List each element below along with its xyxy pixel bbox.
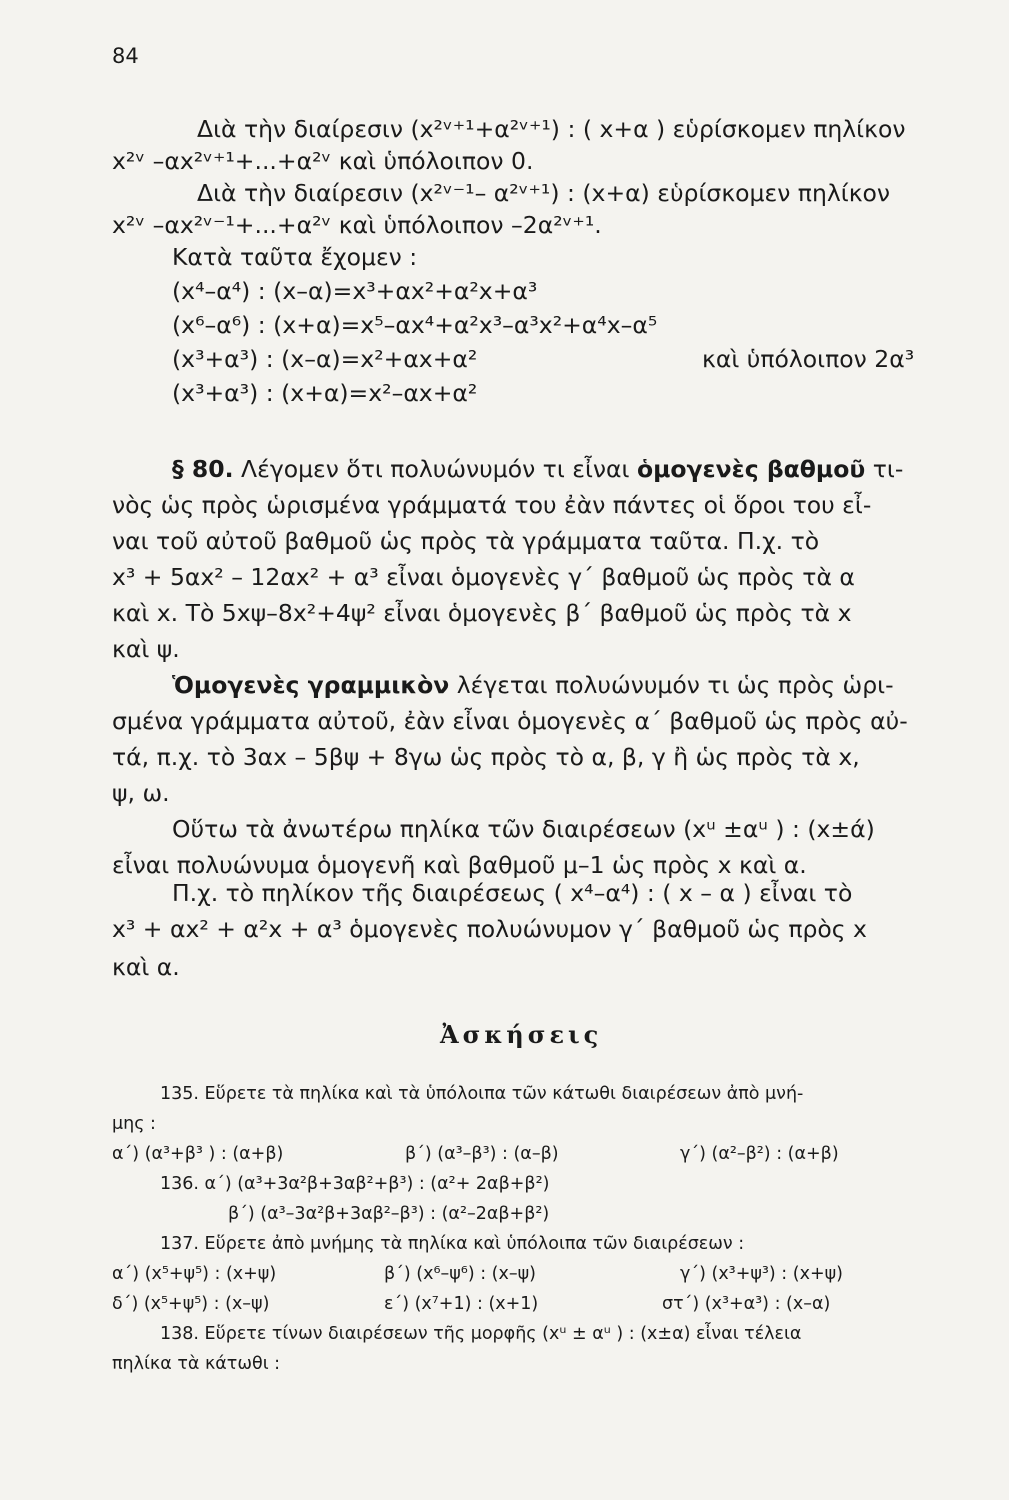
text-line: x²ᵛ –αx²ᵛ⁺¹+...+α²ᵛ καὶ ὑπόλοιπον 0. — [112, 147, 534, 175]
text-line: καὶ ψ. — [112, 635, 180, 663]
text-line: ναι τοῦ αὐτοῦ βαθμοῦ ὡς πρὸς τὰ γράμματα ταῦτα. Π.χ. τὸ — [112, 527, 820, 555]
exercise-item: δ΄) (x⁵+ψ⁵) : (x–ψ) — [112, 1294, 270, 1314]
exercise-item: ε΄) (x⁷+1) : (x+1) — [384, 1294, 539, 1314]
exercise-item: α΄) (x⁵+ψ⁵) : (x+ψ) — [112, 1264, 277, 1284]
exercise-135: 135. Εὕρετε τὰ πηλίκα καὶ τὰ ὑπόλοιπα τῶν κάτωθι διαιρέσεων ἀπὸ μνή- — [160, 1084, 804, 1104]
exercise-item: β΄) (α³–β³) : (α–β) — [405, 1144, 559, 1164]
text-line: πηλίκα τὰ κάτωθι : — [112, 1354, 281, 1374]
bold-term: Ὁμογενὲς γραμμικὸν — [172, 671, 450, 699]
definition-line: Ὁμογενὲς γραμμικὸν λέγεται πολυώνυμόν τι ὡς πρὸς ὡρι- — [172, 671, 894, 699]
text-line: καὶ x. Τὸ 5xψ–8x²+4ψ² εἶναι ὁμογενὲς β΄ βαθμοῦ ὡς πρὸς τὰ x — [112, 599, 852, 627]
text-line: Διὰ τὴν διαίρεσιν (x²ᵛ⁺¹+α²ᵛ⁺¹) : ( x+α ) εὑρίσκομεν πηλίκον — [197, 115, 906, 143]
text-line: ψ, ω. — [112, 779, 170, 807]
exercise-item: β΄) (x⁶–ψ⁶) : (x–ψ) — [384, 1264, 536, 1284]
text-line: x²ᵛ –αx²ᵛ⁻¹+...+α²ᵛ καὶ ὑπόλοιπον –2α²ᵛ⁺¹. — [112, 211, 602, 239]
text-line: Π.χ. τὸ πηλίκον τῆς διαιρέσεως ( x⁴–α⁴) : ( x – α ) εἶναι τὸ — [172, 879, 853, 907]
exercise-138: 138. Εὕρετε τίνων διαιρέσεων τῆς μορφῆς (xᵘ ± αᵘ ) : (x±α) εἶναι τέλεια — [160, 1324, 802, 1344]
text-line: Διὰ τὴν διαίρεσιν (x²ᵛ⁻¹– α²ᵛ⁺¹) : (x+α) εὑρίσκομεν πηλίκον — [197, 179, 891, 207]
text-line: μης : — [112, 1114, 156, 1134]
exercises-heading: Ἀσκήσεις — [440, 1020, 603, 1049]
exercise-item: στ΄) (x³+α³) : (x–α) — [662, 1294, 831, 1314]
text-line: x³ + 5αx² – 12αx² + α³ εἶναι ὁμογενὲς γ΄ βαθμοῦ ὡς πρὸς τὰ α — [112, 563, 855, 591]
equation: (x⁶–α⁶) : (x+α)=x⁵–αx⁴+α²x³–α³x²+α⁴x–α⁵ — [172, 311, 658, 339]
equation: (x³+α³) : (x–α)=x²+αx+α² — [172, 345, 478, 373]
text-line: x³ + αx² + α²x + α³ ὁμογενὲς πολυώνυμον γ΄ βαθμοῦ ὡς πρὸς x — [112, 915, 867, 943]
page-number: 84 — [112, 44, 139, 68]
exercise-137: 137. Εὕρετε ἀπὸ μνήμης τὰ πηλίκα καὶ ὑπόλοιπα τῶν διαιρέσεων : — [160, 1234, 745, 1254]
section-number: § 80. — [172, 455, 234, 483]
exercise-item: α΄) (α³+β³ ) : (α+β) — [112, 1144, 284, 1164]
text-line: τά, π.χ. τὸ 3αx – 5βψ + 8γω ὡς πρὸς τὸ α, β, γ ἢ ὡς πρὸς τὰ x, — [112, 743, 860, 771]
exercise-136: 136. α΄) (α³+3α²β+3αβ²+β³) : (α²+ 2αβ+β²) — [160, 1174, 550, 1194]
text-line: σμένα γράμματα αὐτοῦ, ἐὰν εἶναι ὁμογενὲς α΄ βαθμοῦ ὡς πρὸς αὐ- — [112, 707, 908, 735]
exercise-item: γ΄) (α²–β²) : (α+β) — [680, 1144, 839, 1164]
text-line: καὶ α. — [112, 953, 180, 981]
exercise-item: β΄) (α³–3α²β+3αβ²–β³) : (α²–2αβ+β²) — [228, 1204, 550, 1224]
bold-term: ὁμογενὲς βαθμοῦ — [636, 455, 866, 483]
text-line: Κατὰ ταῦτα ἔχομεν : — [172, 243, 418, 271]
text-line: Οὕτω τὰ ἀνωτέρω πηλίκα τῶν διαιρέσεων (xᵘ ±αᵘ ) : (x±ά) — [172, 815, 875, 843]
text-line: νὸς ὡς πρὸς ὡρισμένα γράμματά του ἐὰν πάντες οἱ ὅροι του εἶ- — [112, 491, 872, 519]
section-80-line: § 80. Λέγομεν ὅτι πολυώνυμόν τι εἶναι ὁμογενὲς βαθμοῦ τι- — [172, 455, 904, 483]
equation: (x³+α³) : (x+α)=x²–αx+α² — [172, 379, 478, 407]
exercise-item: γ΄) (x³+ψ³) : (x+ψ) — [680, 1264, 843, 1284]
text-line: εἶναι πολυώνυμα ὁμογενῆ καὶ βαθμοῦ μ–1 ὡς πρὸς x καὶ α. — [112, 851, 807, 879]
equation: (x⁴–α⁴) : (x–α)=x³+αx²+α²x+α³ — [172, 277, 538, 305]
remainder-note: καὶ ὑπόλοιπον 2α³ — [702, 345, 915, 373]
